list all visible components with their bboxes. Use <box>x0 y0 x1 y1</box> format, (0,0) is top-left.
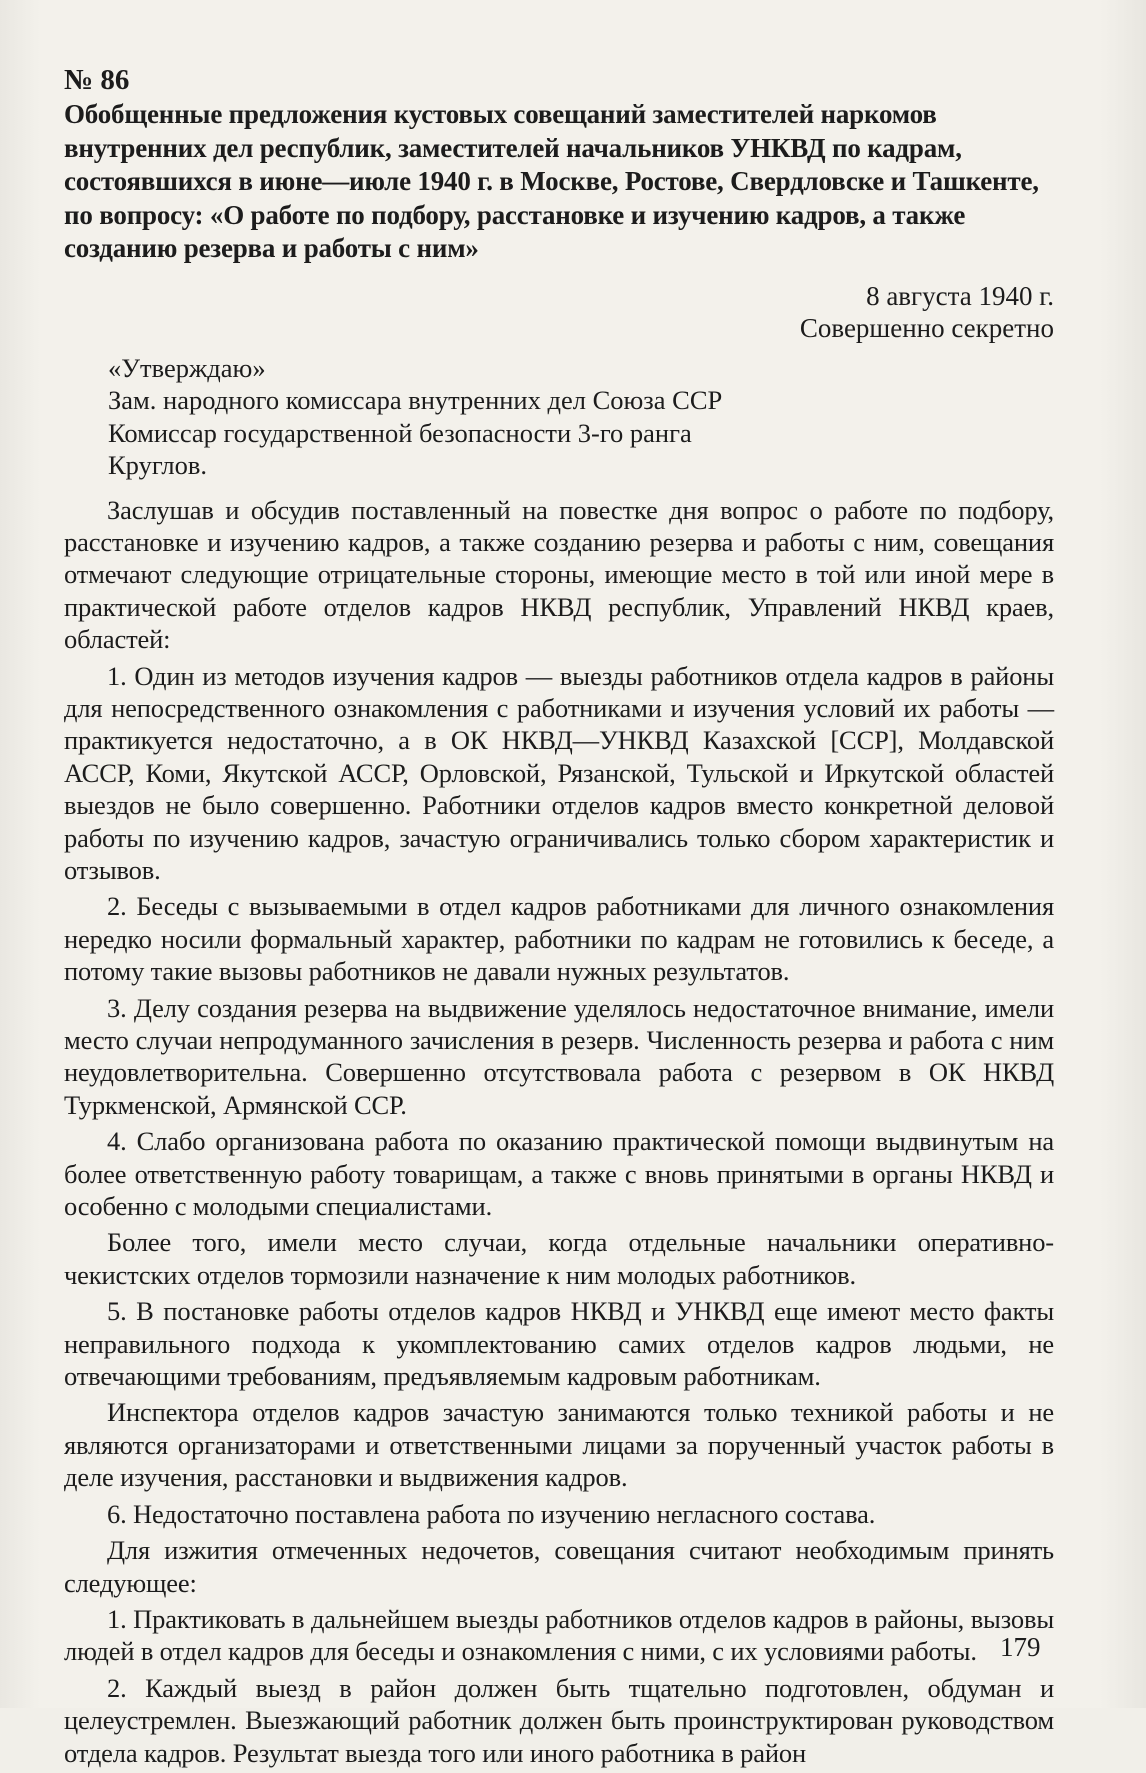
document-body <box>64 494 1054 1769</box>
paragraph: 1. Один из методов изучения кадров — выезды работников отдела кадров в районы для непосредственного ознакомления с работниками и изучения условий их работы — практикуется недостаточно, а в ОК НКВД—УНКВД Казахской [ССР], Молдавской АССР, Коми, Якутской АССР, Орловской, Рязанской, Тульской и Иркутской областей выездов не было совершенно. Работники отделов кадров вместо конкретной деловой работы по изучению кадров, зачастую ограничивались только сбором характеристик и отзывов. <box>64 660 1054 885</box>
paragraph: Для изжития отмеченных недочетов, совещания считают необходимым принять следующее: <box>64 1535 1054 1598</box>
approval-position: Зам. народного комиссара внутренних дел Союза ССР <box>108 385 723 415</box>
paragraph: 4. Слабо организована работа по оказанию практической помощи выдвинутым на более ответственную работу товарищам, а также с вновь принятыми в органы НКВД и особенно с молодыми специалистами. <box>64 1126 1054 1222</box>
approval-signatory: Круглов. <box>108 450 207 480</box>
paragraph: 6. Недостаточно поставлена работа по изучению негласного состава. <box>107 1498 876 1529</box>
document-number: № 86 <box>64 64 130 96</box>
paragraph: Более того, имели место случаи, когда отдельные начальники оперативно-чекистских отделов тормозили назначение к ним молодых работников. <box>64 1227 1054 1290</box>
approval-heading: «Утверждаю» <box>108 352 266 383</box>
paragraph: Заслушав и обсудив поставленный на повестке дня вопрос о работе по подбору, расстановке и изучению кадров, а также созданию резерва и работы с ним, совещания отмечают следующие отрицательные стороны, имеющие место в той или иной мере в практической работе отделов кадров НКВД республик, Управлений НКВД краев, областей: <box>64 494 1054 655</box>
approval-block <box>108 352 1054 482</box>
paragraph: 5. В постановке работы отделов кадров НКВД и УНКВД еще имеют место факты неправильного подхода к укомплектованию самих отделов кадров людьми, не отвечающими требованиям, предъявляемым кадровым работникам. <box>64 1296 1054 1392</box>
page-number: 179 <box>1000 1632 1041 1662</box>
paragraph: 2. Беседы с вызываемыми в отдел кадров работниками для личного ознакомления нередко носили формальный характер, работники по кадрам не готовились к беседе, а потому такие вызовы работников не давали нужных результатов. <box>64 891 1054 987</box>
document-date: 8 августа 1940 г. <box>866 280 1054 311</box>
paragraph: 3. Делу создания резерва на выдвижение уделялось недостаточное внимание, имели место случаи непродуманного зачисления в резерв. Численность резерва и работа с ним неудовлетворительна. Совершенно отсутствовала работа с резервом в ОК НКВД Туркменской, Армянской ССР. <box>64 992 1054 1120</box>
paragraph: Инспектора отделов кадров зачастую занимаются только техникой работы и не являются организаторами и ответственными лицами за порученный участок работы в деле изучения, расстановки и выдвижения кадров. <box>64 1397 1054 1493</box>
paragraph: 1. Практиковать в дальнейшем выезды работников отделов кадров в районы, вызовы людей в отдел кадров для беседы и ознакомления с ними, с их условиями работы. <box>64 1603 1054 1667</box>
classification-mark: Совершенно секретно <box>799 312 1054 343</box>
document-title: Обобщенные предложения кустовых совещаний заместителей наркомов внутренних дел республик, заместителей начальников УНКВД по кадрам, состоявшихся в июне—июле 1940 г. в Москве, Ростове, Свердловске и Ташкенте, по вопросу: «О работе по подбору, расстановке и изучению кадров, а также созданию резерва и работы с ним» <box>64 99 1039 263</box>
approval-rank: Комиссар государственной безопасности 3-го ранга <box>108 417 692 448</box>
page-content <box>64 64 1054 1773</box>
paragraph: 2. Каждый выезд в район должен быть тщательно подготовлен, обдуман и целеустремлен. Выезжающий работник должен быть проинструктирован руководством отдела кадров. Результат выезда того или иного работника в район <box>64 1672 1054 1768</box>
